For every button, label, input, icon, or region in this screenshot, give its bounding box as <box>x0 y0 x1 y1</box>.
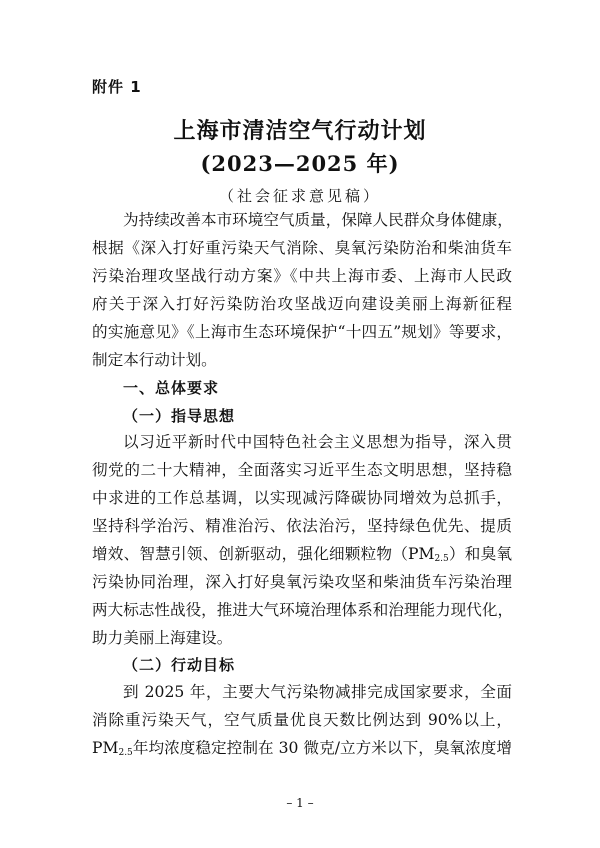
paragraph-line: 坚持科学治污、精准治污、依法治污，坚持绿色优先、提质 <box>92 517 512 535</box>
subscript: 2.5 <box>118 748 133 758</box>
intro-line: 的实施意见》《上海市生态环境保护“十四五”规划》等要求， <box>92 323 512 341</box>
page-number: – 1 – <box>286 796 314 810</box>
paragraph-line: 中求进的工作总基调，以实现减污降碳协同增效为总抓手， <box>92 489 512 507</box>
text-span: PM <box>92 739 119 757</box>
document-subtitle: （社会征求意见稿） <box>218 187 381 205</box>
intro-line: 污染治理攻坚战行动方案》《中共上海市委、上海市人民政 <box>92 267 512 285</box>
paragraph-line: 彻党的二十大精神，全面落实习近平生态文明思想，坚持稳 <box>92 461 512 479</box>
attachment-label: 附件 1 <box>92 78 142 96</box>
paragraph-line: 污染协同治理，深入打好臭氧污染攻坚和柴油货车污染治理 <box>92 573 512 591</box>
paragraph-line: 两大标志性战役，推进大气环境治理体系和治理能力现代化， <box>92 601 514 619</box>
paragraph-line: 助力美丽上海建设。 <box>92 629 233 647</box>
intro-line: 制定本行动计划。 <box>92 351 217 369</box>
subsection-heading: （二）行动目标 <box>123 656 236 674</box>
section-heading: 一、总体要求 <box>123 379 220 397</box>
intro-line: 为持续改善本市环境空气质量，保障人民群众身体健康， <box>123 211 513 229</box>
intro-line: 府关于深入打好污染防治攻坚战迈向建设美丽上海新征程 <box>92 295 512 313</box>
subsection-heading: （一）指导思想 <box>123 407 236 425</box>
text-span: 增效、智慧引领、创新驱动，强化细颗粒物（PM <box>92 545 435 563</box>
text-span: ）和臭氧 <box>448 545 512 563</box>
paragraph-line <box>92 544 512 569</box>
paragraph-line: 消除重污染天气，空气质量优良天数比例达到 90%以上， <box>92 711 512 729</box>
subscript: 2.5 <box>434 554 449 564</box>
text-span: 年均浓度稳定控制在 30 微克/立方米以下，臭氧浓度增 <box>132 739 512 757</box>
paragraph-line: 以习近平新时代中国特色社会主义思想为指导，深入贯 <box>123 433 512 451</box>
intro-line: 根据《深入打好重污染天气消除、臭氧污染防治和柴油货车 <box>92 239 512 257</box>
paragraph-line: 到 2025 年，主要大气污染物减排完成国家要求，全面 <box>123 683 512 701</box>
document-title: 上海市清洁空气行动计划 <box>173 118 427 144</box>
paragraph-line <box>92 738 512 763</box>
document-years: (2023—2025 年) <box>200 151 400 176</box>
